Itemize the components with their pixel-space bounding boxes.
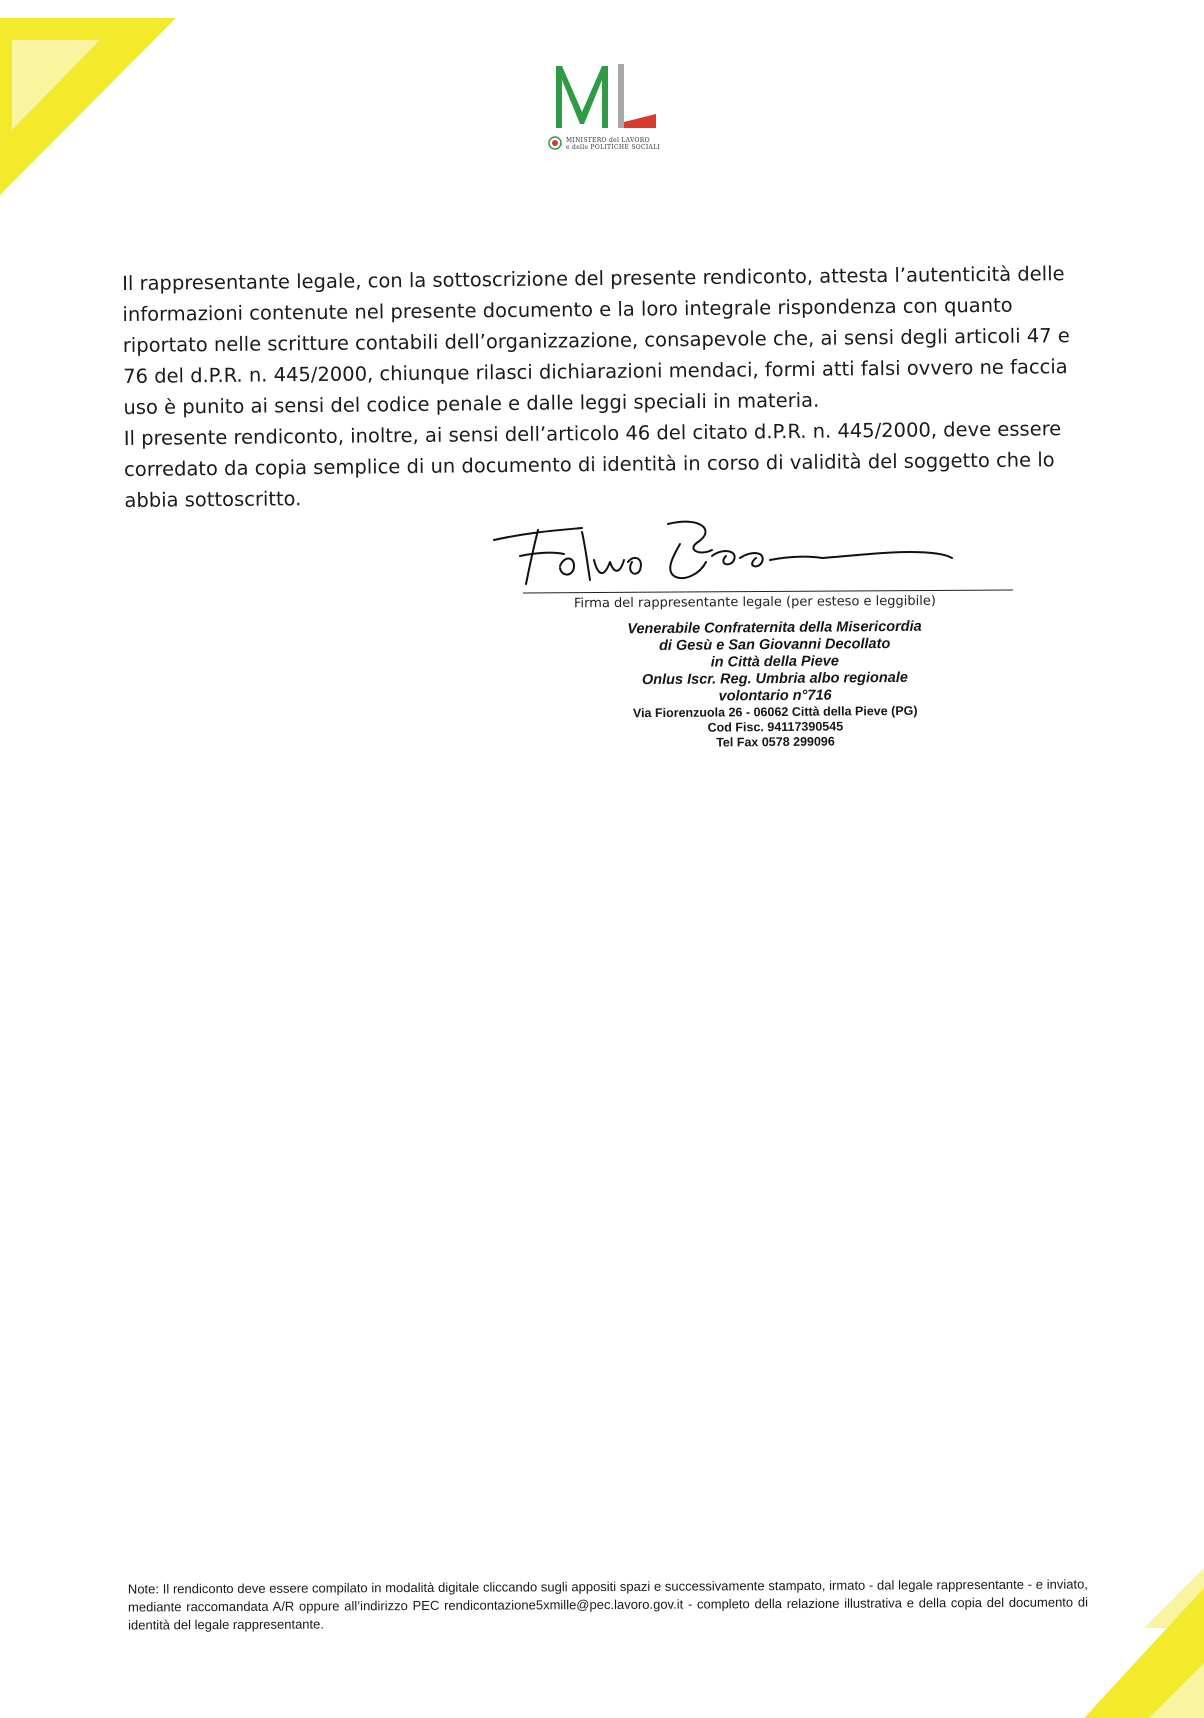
stamp-line-4: Onlus Iscr. Reg. Umbria albo regionale [641,669,908,689]
signature-caption: Firma del rappresentante legale (per esteso e leggibile) [573,593,936,612]
organization-stamp [579,618,970,751]
stamp-line-3: in Città della Pieve [710,653,839,671]
declaration-text [122,258,1085,516]
ml-logo-mark [552,60,662,132]
stamp-phone: Tel Fax 0578 299096 [716,734,835,750]
stamp-line-2: di Gesù e San Giovanni Decollato [658,635,891,655]
declaration-paragraph-2: Il presente rendiconto, inoltre, ai sensi dell’articolo 46 del citato d.P.R. n. 445/2000, deve essere corredato da copia semplice di un documento di identità in corso di validità del soggetto che lo abbia sottoscritto. [123,417,1062,512]
footer-note: Note: Il rendiconto deve essere compilato in modalità digitale cliccando sugli appositi spazi e successivamente stampato, irmato - dal legale rappresentante - e inviato, mediante raccomandata A/R oppure all’indirizzo PEC rendicontazione5xmille@pec.lavoro.gov.it - completo della relazione illustrativa e della copia del documento di identità del legale rappresentante. [127,1576,1089,1633]
stamp-tax-code: Cod Fisc. 94117390545 [707,719,844,735]
ministry-name [566,137,660,151]
declaration-paragraph-1: Il rappresentante legale, con la sottoscrizione del presente rendiconto, attesta l’autenticità delle informazioni contenute nel presente documento e la loro integrale rispondenza con quanto riportato nelle scritture contabili dell’organizzazione, consapevole che, ai sensi degli articoli 47 e 76 del d.P.R. n. 445/2000, chiunque rilasci dichiarazioni mendaci, formi atti falsi ovvero ne faccia uso è punito ai sensi del codice penale e dalle leggi speciali in materia. [122,262,1070,419]
ministry-name-line1: MINISTERO del LAVORO [566,137,650,144]
emblem-icon [548,136,562,150]
stamp-line-5: volontario n°716 [718,687,832,705]
stamp-address: Via Fiorenzuola 26 - 06062 Città della Pieve (PG) [632,703,918,721]
decorative-corner-bottom-right [1084,1568,1204,1718]
decorative-corner-top-left [0,0,180,200]
handwritten-signature [490,512,960,592]
ministry-name-line2: e delle POLITICHE SOCIALI [566,144,661,151]
stamp-line-1: Venerabile Confraternita della Misericordia [627,618,922,638]
ministry-logo [540,60,680,170]
